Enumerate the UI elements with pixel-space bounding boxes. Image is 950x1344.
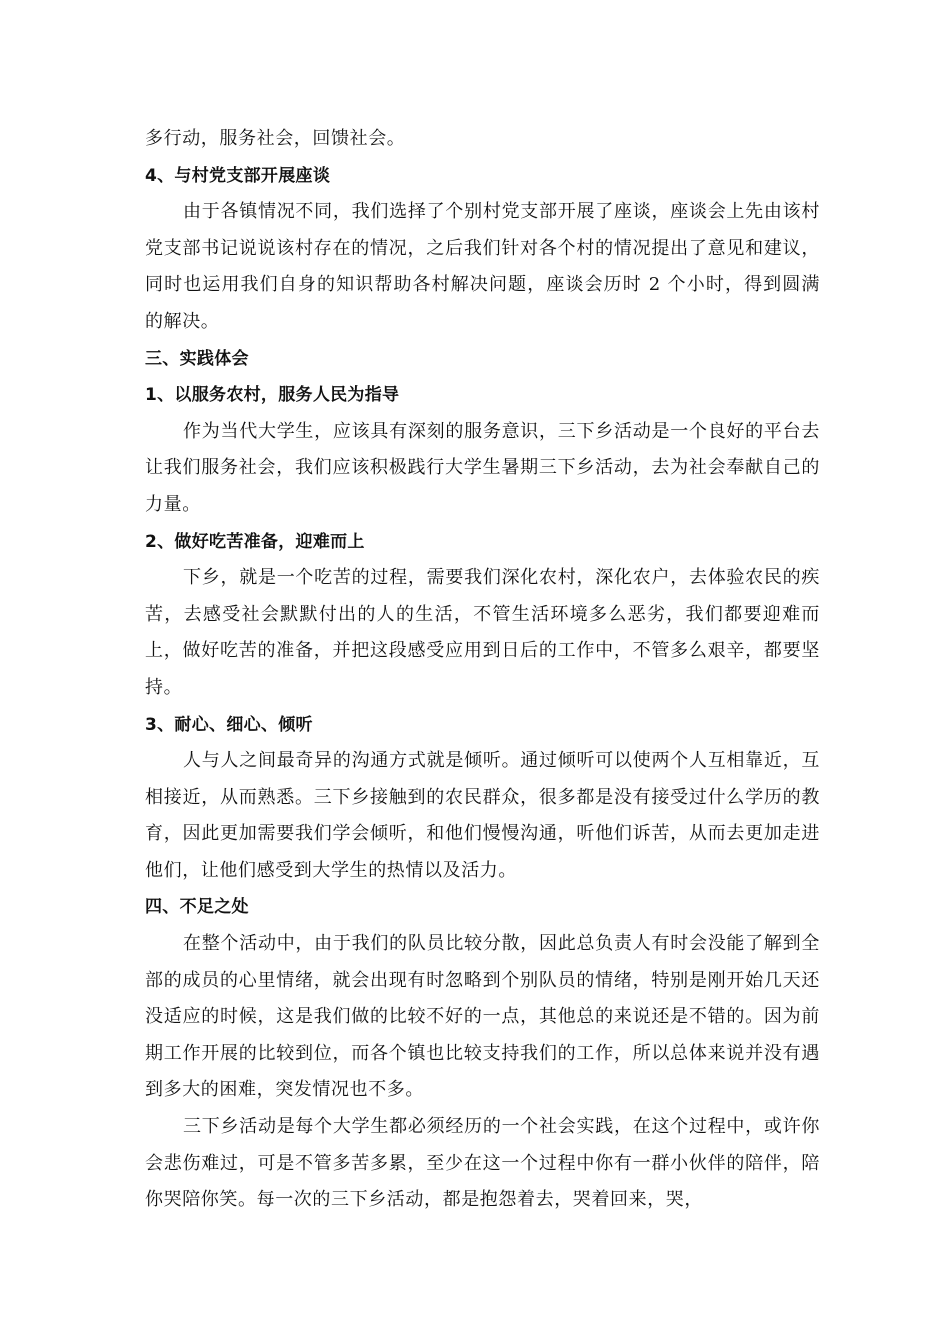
paragraph-listening: 人与人之间最奇异的沟通方式就是倾听。通过倾听可以使两个人互相靠近，互相接近，从而熟悉。三下乡接触到的农民群众，很多都是没有接受过什么学历的教育，因此更加需要我们学会倾听，和他们慢慢沟通，听他们诉苦，从而去更加走进他们，让他们感受到大学生的热情以及活力。	[145, 750, 820, 881]
section-heading-practice-experience: 三、实践体会	[145, 348, 249, 369]
paragraph-shortcomings: 在整个活动中，由于我们的队员比较分散，因此总负责人有时会没能了解到全部的成员的心里情绪，就会出现有时忽略到个别队员的情绪，特别是刚开始几天还没适应的时候，这是我们做的比较不好的一点，其他总的来说还是不错的。因为前期工作开展的比较到位，而各个镇也比较支持我们的工作，所以总体来说并没有遇到多大的困难，突发情况也不多。	[145, 933, 820, 1101]
paragraph-conclusion: 三下乡活动是每个大学生都必须经历的一个社会实践，在这个过程中，或许你会悲伤难过，可是不管多苦多累，至少在这一个过程中你有一群小伙伴的陪伴，陪你哭陪你笑。每一次的三下乡活动，都是抱怨着去，哭着回来，哭，	[145, 1116, 820, 1211]
paragraph-service-awareness: 作为当代大学生，应该具有深刻的服务意识，三下乡活动是一个良好的平台去让我们服务社会，我们应该积极践行大学生暑期三下乡活动，去为社会奉献自己的力量。	[145, 420, 820, 515]
subheading-2: 2、做好吃苦准备，迎难而上	[145, 531, 365, 552]
paragraph-hardship: 下乡，就是一个吃苦的过程，需要我们深化农村，深化农户，去体验农民的疾苦，去感受社会默默付出的人的生活，不管生活环境多么恶劣，我们都要迎难而上，做好吃苦的准备，并把这段感受应用到日后的工作中，不管多么艰辛，都要坚持。	[145, 567, 820, 698]
subheading-1: 1、以服务农村，服务人民为指导	[145, 385, 400, 406]
document-body	[145, 121, 820, 1219]
section-heading-4: 4、与村党支部开展座谈	[145, 165, 331, 186]
subheading-3: 3、耐心、细心、倾听	[145, 714, 313, 735]
paragraph-symposium: 由于各镇情况不同，我们选择了个别村党支部开展了座谈，座谈会上先由该村党支部书记说说该村存在的情况，之后我们针对各个村的情况提出了意见和建议，同时也运用我们自身的知识帮助各村解决问题，座谈会历时 2 个小时，得到圆满的解决。	[145, 201, 820, 332]
paragraph-continuation: 多行动，服务社会，回馈社会。	[145, 128, 406, 149]
section-heading-shortcomings: 四、不足之处	[145, 897, 249, 918]
